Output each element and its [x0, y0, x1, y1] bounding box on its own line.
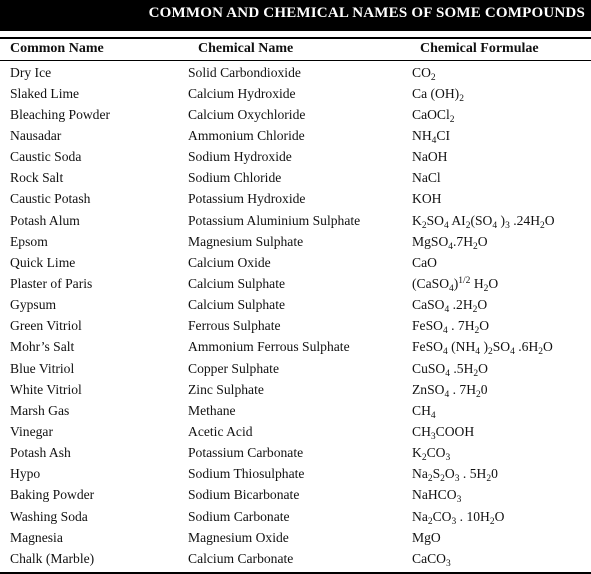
common-name-cell: Green Vitriol [10, 318, 82, 334]
chemical-formula-cell: CuSO$_4$ $.5H_2O$ [412, 360, 488, 379]
chemical-name-cell: Calcium Oxychloride [188, 106, 306, 122]
chemical-formula-cell: $K_2SO_4$ $AI_2(SO_4$ )$_3$ $.24H_2O$ [412, 212, 555, 231]
common-name-cell: Magnesia [10, 529, 63, 545]
chemical-name-cell: Ferrous Sulphate [188, 318, 281, 334]
table-row [0, 295, 591, 316]
common-name-cell: Potash Ash [10, 445, 71, 461]
table-row [0, 358, 591, 379]
chemical-name-cell: Methane [188, 402, 236, 418]
common-name-cell: Quick Lime [10, 254, 76, 270]
common-name-cell: Vinegar [10, 423, 53, 439]
table-row [0, 337, 591, 358]
common-name-cell: Baking Powder [10, 487, 95, 503]
chemical-name-cell: Potassium Aluminium Sulphate [188, 212, 361, 228]
common-name-cell: White Vitriol [10, 381, 82, 397]
chemical-name-cell: Calcium Hydroxide [188, 85, 296, 101]
table-row [0, 273, 591, 294]
table-row [0, 147, 591, 168]
chemical-formula-cell: $K_2CO_3$ [412, 445, 451, 464]
chemical-formula-cell: $MgSO_4.7H_2O$ [412, 233, 488, 252]
common-name-cell: Epsom [10, 233, 48, 249]
table-row [0, 527, 591, 548]
common-name-cell: Mohr’s Salt [10, 339, 75, 355]
common-name-cell: Gypsum [10, 297, 57, 313]
chemical-formula-cell: $CH_4$ [412, 402, 436, 421]
table-row [0, 104, 591, 125]
chemical-name-cell: Sodium Chloride [188, 170, 282, 186]
chemical-name-cell: Potassium Hydroxide [188, 191, 306, 207]
chemical-formula-cell: NaCl [412, 170, 441, 186]
common-name-cell: Slaked Lime [10, 85, 80, 101]
common-name-cell: Marsh Gas [10, 402, 70, 418]
chemical-formula-cell: NaOH [412, 149, 448, 165]
common-name-cell: Potash Alum [10, 212, 80, 228]
common-name-cell: Washing Soda [10, 508, 88, 524]
table-row [0, 400, 591, 421]
common-name-cell: Plaster of Paris [10, 275, 93, 291]
header-chemical-formula: Chemical Formulae [420, 41, 539, 56]
chemical-name-cell: Sodium Thiosulphate [188, 466, 305, 482]
chemical-formula-cell: $NH_4CI$ [412, 127, 450, 146]
table-row [0, 252, 591, 273]
chemical-formula-cell: FeSO$_4$ . $7H_2O$ [412, 318, 490, 337]
chemical-name-cell: Potassium Carbonate [188, 445, 304, 461]
table-row [0, 485, 591, 506]
page-title: COMMON AND CHEMICAL NAMES OF SOME COMPOUNDS [148, 5, 585, 21]
header-chemical-name: Chemical Name [198, 41, 294, 56]
table-row [0, 421, 591, 442]
table-row [0, 464, 591, 485]
chemical-name-cell: Ammonium Ferrous Sulphate [188, 339, 350, 355]
table-row [0, 231, 591, 252]
table-row [0, 210, 591, 231]
chemical-name-cell: Sodium Bicarbonate [188, 487, 300, 503]
chemical-formula-cell: CaO [412, 254, 437, 270]
table-row [0, 62, 591, 83]
chemical-name-cell: Calcium Sulphate [188, 297, 286, 313]
chemical-name-cell: Magnesium Sulphate [188, 233, 304, 249]
chemical-name-cell: Calcium Oxide [188, 254, 271, 270]
table-row [0, 316, 591, 337]
chemical-name-cell: Zinc Sulphate [188, 381, 264, 397]
chemical-name-cell: Magnesium Oxide [188, 529, 289, 545]
chemical-formula-cell: $Na_2S_2O_3$ . $5H_20$ [412, 466, 498, 485]
common-name-cell: Caustic Potash [10, 191, 91, 207]
table-row [0, 506, 591, 527]
common-name-cell: Bleaching Powder [10, 106, 111, 122]
chemical-formula-cell: MgO [412, 529, 441, 545]
chemical-formula-cell: (CaSO$_4$)$^{1/2}$ $H_2O$ [412, 275, 499, 294]
table-row [0, 83, 591, 104]
chemical-name-cell: Calcium Carbonate [188, 550, 294, 566]
header-top-rule [0, 37, 591, 39]
chemical-name-cell: Calcium Sulphate [188, 275, 286, 291]
chemical-formula-cell: $CH_3COOH$ [412, 423, 475, 442]
header-bottom-rule [0, 60, 591, 61]
compounds-table-body [0, 62, 591, 569]
common-name-cell: Caustic Soda [10, 149, 82, 165]
table-row [0, 189, 591, 210]
chemical-formula-cell: CaOCl$_2$ [412, 106, 455, 125]
table-row [0, 168, 591, 189]
chemical-formula-cell: CaCO$_3$ [412, 550, 451, 569]
chemical-formula-cell: NaHCO$_3$ [412, 487, 462, 506]
chemical-name-cell: Ammonium Chloride [188, 127, 305, 143]
common-name-cell: Dry Ice [10, 64, 52, 80]
table-row [0, 443, 591, 464]
chemical-name-cell: Acetic Acid [188, 423, 253, 439]
chemical-name-cell: Copper Sulphate [188, 360, 279, 376]
header-common-name: Common Name [10, 41, 104, 56]
table-row [0, 379, 591, 400]
chemical-formula-cell: FeSO$_4$ ($NH_4$ )$_2SO_4$ $.6H_2O$ [412, 339, 553, 358]
common-name-cell: Rock Salt [10, 170, 64, 186]
chemical-name-cell: Sodium Hydroxide [188, 149, 292, 165]
chemical-formula-cell: ZnSO$_4$ . $7H_20$ [412, 381, 488, 400]
chemical-name-cell: Solid Carbondioxide [188, 64, 301, 80]
chemical-formula-cell: $Na_2CO_3$ . $10H_2O$ [412, 508, 505, 527]
common-name-cell: Chalk (Marble) [10, 550, 95, 566]
table-row [0, 125, 591, 146]
compounds-table [0, 62, 591, 569]
common-name-cell: Blue Vitriol [10, 360, 75, 376]
chemical-formula-cell: KOH [412, 191, 442, 207]
chemical-formula-cell: Ca $(OH)_2$ [412, 85, 464, 104]
chemical-name-cell: Sodium Carbonate [188, 508, 290, 524]
table-row [0, 548, 591, 569]
title-bar [0, 0, 591, 31]
common-name-cell: Hypo [10, 466, 41, 482]
chemical-formula-cell: CaSO$_4$ $.2H_2O$ [412, 297, 488, 316]
chemical-formula-cell: $CO_2$ [412, 64, 436, 83]
common-name-cell: Nausadar [10, 127, 62, 143]
